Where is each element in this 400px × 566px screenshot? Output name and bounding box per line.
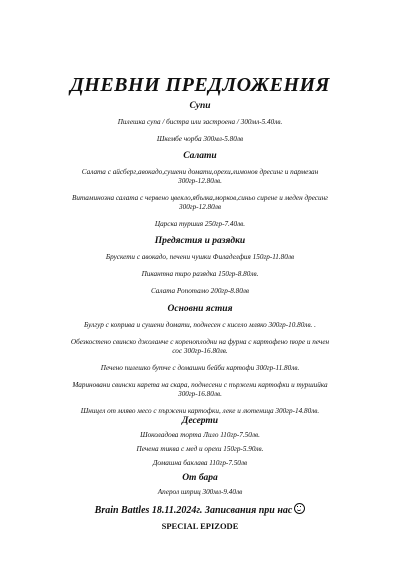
menu-item: Царска туршия 250гр-7.40лв. (154, 220, 246, 228)
menu-item-line: сос 300гр-16.80лв. (172, 347, 228, 355)
menu-item-line: 300гр-12.80лв. (178, 177, 222, 185)
menu-item: Пилешка супа / бистра или застроена / 300мл-5.40лв. (117, 118, 283, 126)
section-heading-bar: От бара (182, 473, 218, 483)
footer-text: SPECIAL EPIZODE (161, 521, 239, 531)
event-announcement (0, 503, 400, 516)
menu-item-line: 300гр-12.80лв (179, 203, 221, 211)
menu-item: Печена тиква с мед и орехи 150гр-5.90лв. (136, 445, 264, 453)
smiley-icon (294, 503, 305, 514)
menu-item: Шкембе чорба 300мл-5.80лв (156, 135, 244, 143)
event-text: Brain Battles 18.11.2024г. Записвания при нас (94, 505, 293, 516)
menu-item: Домашна баклава 110гр-7.50лв (152, 459, 248, 467)
menu-item: Брускети с авокадо, печени чушки Филаделфия 150гр-11.80лв (105, 253, 295, 261)
menu-item-line: Мариновани свински карета на скара, поднесени с пържени картофки и туршийка (72, 381, 328, 389)
menu-item: Шницел от млявo месо с пържени картофки, леке и лютеница 300гр-14.80лв. (80, 407, 320, 415)
menu-item: Булгур с коприва и сушени домати, поднесен с кисело мляко 300гр-10.80лв. . (84, 321, 316, 329)
page-title: ДНЕВНИ ПРЕДЛОЖЕНИЯ (70, 74, 330, 96)
menu-item-line: Салата с айсберг,авокадо,сушени домати,орехи,лимонов дресинг и пармезан (81, 168, 319, 176)
section-heading-soups: Супи (189, 101, 211, 111)
section-heading-desserts: Десерти (181, 416, 219, 426)
menu-item: Печено пилешко бутче с домашни бейби картофи 300гр-11.80лв. (100, 364, 300, 372)
menu-item: Шоколадова торта Лило 110гр-7.50лв. (140, 431, 260, 439)
menu-item-line: Обезкостено свинско джоланче с кореноплодни на фурна с картофено пюре и печен (70, 338, 330, 346)
menu-item: Аперол шприц 300мл-9.40лв (157, 488, 243, 496)
section-heading-salads: Салати (183, 151, 217, 161)
menu-item-line: Витаминозна салата с червено цвекло,ябълка,морков,синьо сирене и меден дресинг (72, 194, 328, 202)
menu-item: Салата Ропотамо 200гр-8.80лв (150, 287, 250, 295)
section-heading-mains: Основни ястия (167, 304, 233, 314)
menu-item: Пикантна тиро разядка 150гр-8.80лв. (141, 270, 259, 278)
menu-item-line: 300гр-16.80лв. (178, 390, 222, 398)
section-heading-starters: Предястия и разядки (154, 236, 246, 246)
